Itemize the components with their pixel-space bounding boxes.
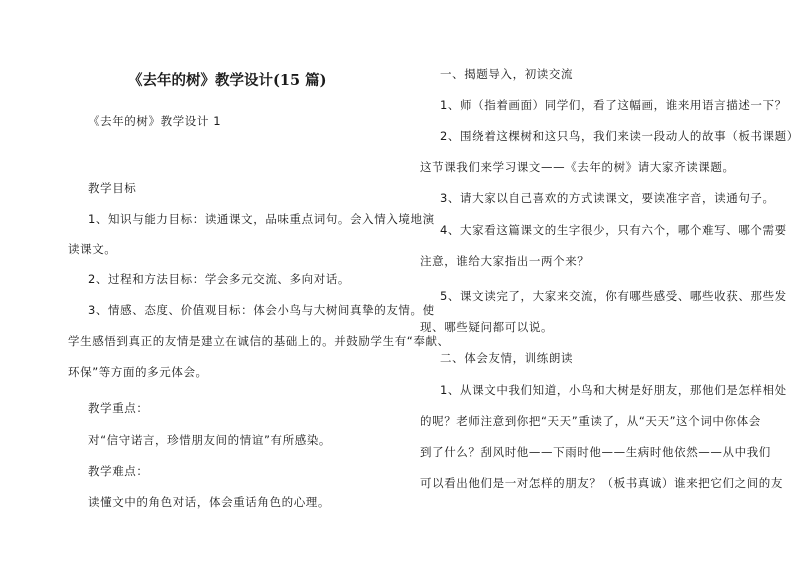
text-line: 1、从课文中我们知道，小鸟和大树是好朋友，那他们是怎样相处 [440, 383, 787, 397]
text-line: 的呢？老师注意到你把“天天”重读了，从“天天”这个词中你体会 [420, 414, 761, 428]
text-line: 对“信守诺言，珍惜朋友间的情谊”有所感染。 [88, 433, 332, 447]
text-line: 1、知识与能力目标：读通课文，品味重点词句。会入情入境地演 [88, 212, 435, 226]
text-line: 2、过程和方法目标：学会多元交流、多向对话。 [88, 272, 351, 286]
text-line: 学生感悟到真正的友情是建立在诚信的基础上的。并鼓励学生有“奉献、 [68, 334, 450, 348]
text-line: 2、围绕着这棵树和这只鸟，我们来读一段动人的故事（板书课题） [440, 129, 799, 143]
text-line: 环保”等方面的多元体会。 [68, 365, 208, 379]
text-line: 读课文。 [68, 242, 117, 256]
text-line: 4、大家看这篇课文的生字很少，只有六个，哪个难写、哪个需要 [440, 223, 787, 237]
text-line: 这节课我们来学习课文——《去年的树》请大家齐读课题。 [420, 160, 735, 174]
text-line: 现、哪些疑问都可以说。 [420, 320, 554, 334]
text-line: 二、体会友情，训练朗读 [440, 351, 574, 365]
text-line: 读懂文中的角色对话，体会重话角色的心理。 [88, 495, 330, 509]
text-line: 注意，谁给大家指出一两个来？ [420, 254, 590, 268]
document-subtitle: 《去年的树》教学设计 1 [88, 114, 222, 128]
document-title: 《去年的树》教学设计(15 篇) [128, 72, 327, 89]
text-line: 教学难点： [88, 464, 149, 478]
text-line: 到了什么？刮风时他——下雨时他——生病时他依然——从中我们 [420, 445, 771, 459]
text-line: 教学目标 [88, 181, 137, 195]
text-line: 5、课文读完了，大家来交流，你有哪些感受、哪些收获、那些发 [440, 289, 787, 303]
text-line: 1、师（指着画面）同学们，看了这幅画，谁来用语言描述一下？ [440, 98, 787, 112]
text-line: 3、情感、态度、价值观目标：体会小鸟与大树间真挚的友情。使 [88, 303, 435, 317]
text-line: 可以看出他们是一对怎样的朋友？（板书真诚）谁来把它们之间的友 [420, 476, 783, 490]
text-line: 一、揭题导入，初读交流 [440, 67, 574, 81]
text-line: 3、请大家以自己喜欢的方式读课文，要读准字音，读通句子。 [440, 191, 775, 205]
text-line: 教学重点： [88, 401, 149, 415]
